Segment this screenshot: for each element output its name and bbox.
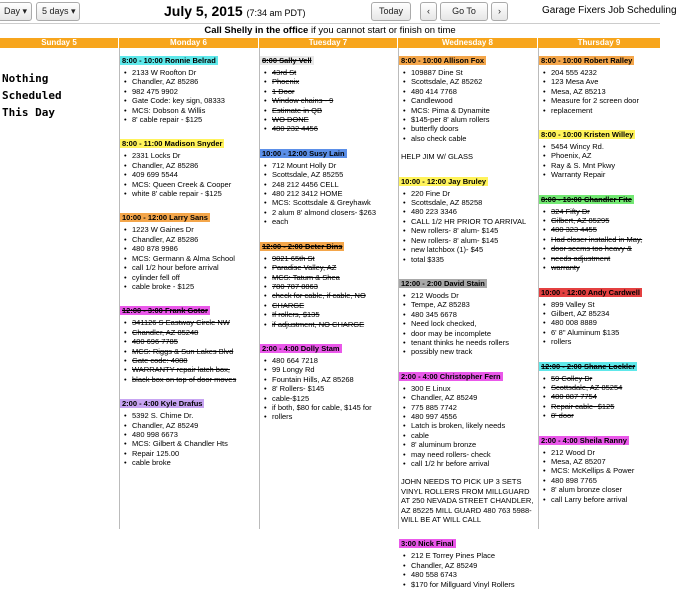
appointment-detail-line: • Paradise Valley, AZ (264, 263, 398, 272)
appointment-detail-line: • 5454 Wincy Rd. (543, 142, 660, 151)
appointment-detail-line: • Chandler, AZ 85248 (124, 328, 259, 337)
appointment-detail-line: • 409 699 5544 (124, 170, 259, 179)
notice-caller: Call Shelly in the office (204, 25, 309, 36)
appointment-detail-line: • 212 Wood Dr (543, 448, 660, 457)
appointment[interactable] (120, 133, 259, 198)
date-text: July 5, 2015 (164, 3, 243, 19)
appointment-detail-line: • Had closer installed in May, (543, 235, 660, 244)
day-header-wednesday[interactable]: Wednesday 8 (398, 38, 537, 48)
appointment-detail-line: • WARRANTY repair latch box, (124, 365, 259, 374)
appointment[interactable] (120, 50, 259, 124)
appointment-details (260, 356, 398, 422)
appointment-detail-line: • rollers (543, 337, 660, 346)
appointment-detail-line: • door seems too heavy & (543, 244, 660, 253)
appointment-detail-line: • Gate Code: key sign, 08333 (124, 96, 259, 105)
notice-banner (0, 24, 660, 38)
appointment-detail-line: • 480 345 6678 (403, 310, 538, 319)
appointment-detail-line: • Latch is broken, likely needs (403, 421, 538, 430)
empty-day-note (2, 70, 119, 121)
today-label: Today (378, 6, 404, 16)
appointment[interactable] (260, 338, 398, 422)
appointment-detail-line: • butterfly doors (403, 124, 538, 133)
appointment-detail-line: • Tempe, AZ 85283 (403, 300, 538, 309)
time-text: (7:34 am PDT) (246, 8, 306, 18)
appointment-detail-line: • needs adjustment (543, 254, 660, 263)
appointment-title[interactable]: 8:00 - 11:00 Madison Snyder (122, 139, 223, 149)
appointment-detail-line: • 480 232 4456 (264, 124, 398, 133)
appointment-detail-line: • possibly new track (403, 347, 538, 356)
appointment-detail-line: • 300 E Linux (403, 384, 538, 393)
calendar-note[interactable] (399, 477, 538, 524)
empty-day-line: Scheduled (2, 89, 62, 102)
appointment-detail-line: • Candlewood (403, 96, 538, 105)
appointment-detail-line: • Need lock checked, (403, 319, 538, 328)
appointment-details (120, 68, 259, 124)
calendar-note[interactable] (399, 152, 538, 161)
chevron-right-icon: › (498, 6, 501, 16)
appointment-detail-line: • 899 Valley St (543, 300, 660, 309)
appointment-detail-line: • 8' Rollers- $145 (264, 384, 398, 393)
note-text: JOHN NEEDS TO PICK UP 3 SETS VINYL ROLLERS FROM MILLGUARD AT 250 NEVADA STREET CHANDLER, AZ 85225 MILL GUARD 480 763 5988- WILL BE AT WILL CALL (401, 477, 534, 525)
day-header-monday[interactable]: Monday 6 (119, 38, 258, 48)
appointment-details (539, 448, 660, 504)
appointment-detail-line: • 8' door (543, 411, 660, 420)
appointment-detail-line: • 480 008 8889 (543, 318, 660, 327)
appointment-detail-line: • $145-per 8' alum rollers (403, 115, 538, 124)
appointment-detail-line: • if adjustment, NO CHARGE (264, 320, 398, 329)
day-column-monday[interactable] (119, 48, 259, 529)
appointment-detail-line: • cable broke (124, 458, 259, 467)
appointment-detail-line: • Chandler, AZ 85286 (124, 235, 259, 244)
appointment-detail-line: • 212 E Torrey Pines Place (403, 551, 538, 560)
appointment[interactable] (120, 300, 259, 384)
appointment-detail-line: • Estimate in QB (264, 106, 398, 115)
appointment-detail-line: • Repair 125.00 (124, 449, 259, 458)
appointment-detail-line: • 1 Door (264, 87, 398, 96)
appointment-detail-line: • 480 323 4455 (543, 225, 660, 234)
appointment-detail-line: • each (264, 217, 398, 226)
appointment-detail-line: • Scottsdale, AZ 85258 (403, 198, 538, 207)
appointment-details (399, 291, 538, 357)
appointment-detail-line: • rollers (264, 412, 398, 421)
appointment-detail-line: • 5392 S. Chime Dr. (124, 411, 259, 420)
appointment-detail-line: • 1223 W Gaines Dr (124, 225, 259, 234)
appointment[interactable] (539, 50, 660, 115)
appointment-detail-line: • warranty (543, 263, 660, 272)
appointment-detail-line: • 43rd St (264, 68, 398, 77)
notice-text: if you cannot start or finish on time (308, 25, 456, 36)
appointment-detail-line: • CALL 1/2 HR PRIOR TO ARRIVAL (403, 217, 538, 226)
appointment-detail-line: • Fountain Hills, AZ 85268 (264, 375, 398, 384)
appointment-detail-line: • Chandler, AZ 85249 (124, 421, 259, 430)
appointment-detail-line: • Chandler, AZ 85249 (403, 561, 538, 570)
day-column-thursday[interactable] (538, 48, 660, 529)
appointment-title[interactable]: 10:00 - 12:00 Susy Lain (262, 148, 345, 158)
next-button[interactable] (491, 2, 508, 21)
appointment[interactable] (539, 282, 660, 347)
appointment-detail-line: • MCS: Tatum & Shea (264, 273, 398, 282)
appointment-details (260, 254, 398, 329)
appointment-detail-line: • Repair cable- $125 (543, 402, 660, 411)
toolbar (0, 0, 677, 24)
appointment-detail-line: • total $335 (403, 255, 538, 264)
appointment-detail-line: • new latchbox (1)- $45 (403, 245, 538, 254)
appointment[interactable] (260, 50, 398, 134)
appointment-detail-line: • 123 Mesa Ave (543, 77, 660, 86)
appointment-detail-line: • 204 555 4232 (543, 68, 660, 77)
appointment-detail-line: • 480 664 7218 (264, 356, 398, 365)
appointment-detail-line: • Chandler, AZ 85249 (403, 393, 538, 402)
appointment-detail-line: • MCS: Riggs & Sun Lakes Blvd (124, 347, 259, 356)
prev-button[interactable] (420, 2, 437, 21)
appointment-detail-line: • if both, $80 for cable, $145 for (264, 403, 398, 412)
appointment-details (120, 318, 259, 384)
view-select[interactable] (0, 2, 32, 21)
appointment-detail-line: • 480 997 4556 (403, 412, 538, 421)
appointment[interactable] (120, 207, 259, 291)
appointment-detail-line: • Phoenix (264, 77, 398, 86)
appointment-detail-line: • 109887 Dine St (403, 68, 538, 77)
day-header-thursday[interactable]: Thursday 9 (538, 38, 660, 48)
appointment-detail-line: • MCS: Germann & Alma School (124, 254, 259, 263)
today-button[interactable] (371, 2, 411, 21)
appointment-detail-line: • MCS: Queen Creek & Cooper (124, 180, 259, 189)
chevron-left-icon: ‹ (427, 6, 430, 16)
appointment[interactable] (399, 273, 538, 357)
appointment-title[interactable]: 2:00 - 4:00 Sheila Ranny (541, 435, 627, 445)
appointment-detail-line: • $170 for Millguard Vinyl Rollers (403, 580, 538, 589)
empty-day-line: Nothing (2, 72, 49, 85)
appointment-detail-line: • 9821 65th St (264, 254, 398, 263)
app-title: Garage Fixers Job Scheduling (542, 5, 677, 16)
appointment-details (120, 151, 259, 198)
appointment-detail-line: • Window chains - 9 (264, 96, 398, 105)
appointment-title[interactable]: 8:00 - 10:00 Kristen Willey (541, 130, 634, 140)
day-column-wednesday[interactable] (398, 48, 538, 589)
day-column-tuesday[interactable] (259, 48, 398, 529)
appointment-detail-line: • 480 878 9986 (124, 244, 259, 253)
appointment-detail-line: • Gilbert, AZ 85295 (543, 216, 660, 225)
appointment-detail-line: • tenant thinks he needs rollers (403, 338, 538, 347)
appointment-detail-line: • Ray & S. Mnt Pkwy (543, 161, 660, 170)
appointment[interactable] (399, 533, 538, 589)
appointment-title[interactable]: 12:00 - 2:00 Shane Lockler (541, 361, 636, 371)
appointment-details (120, 411, 259, 467)
appointment-details (539, 68, 660, 115)
appointment-detail-line: • door may be incomplete (403, 329, 538, 338)
appointment-detail-line: • Chandler, AZ 85286 (124, 161, 259, 170)
appointment-detail-line: • 775 885 7742 (403, 403, 538, 412)
appointment-detail-line: • Chandler, AZ 85286 (124, 77, 259, 86)
appointment-detail-line: • CHARGE (264, 301, 398, 310)
appointment-title[interactable]: 2:00 - 4:00 Dolly Stam (262, 343, 340, 353)
appointment-detail-line: • 480 212 3412 HOME (264, 189, 398, 198)
appointment-detail-line: • 2331 Locks Dr (124, 151, 259, 160)
appointment-detail-line: • may need rollers- check (403, 450, 538, 459)
appointment-detail-line: • 480 898 7765 (543, 476, 660, 485)
appointment-title[interactable]: 10:00 - 12:00 Larry Sans (122, 213, 208, 223)
appointment-detail-line: • check for cable, if cable, NO (264, 291, 398, 300)
appointment-title[interactable]: 3:00 Nick Final (401, 539, 454, 549)
appointment-detail-line: • 8' cable repair - $125 (124, 115, 259, 124)
appointment-detail-line: • 780 787 8863 (264, 282, 398, 291)
appointment-detail-line: • 59 Colley Dr (543, 374, 660, 383)
go-to-button[interactable] (440, 2, 488, 21)
appointment[interactable] (399, 366, 538, 469)
appointment-detail-line: • 341126 S Eastway Circle NW (124, 318, 259, 327)
appointment-title[interactable]: 10:00 - 12:00 Andy Cardwell (541, 287, 640, 297)
day-header-sunday[interactable]: Sunday 5 (0, 38, 118, 48)
appointment-detail-line: • MCS: Pima & Dynamite (403, 106, 538, 115)
chevron-down-icon: ▾ (22, 6, 28, 16)
appointment-detail-line: • black box on top of door moves (124, 375, 259, 384)
appointment-detail-line: • WO DONE (264, 115, 398, 124)
appointment-detail-line: • New rollers- 8' alum- $145 (403, 226, 538, 235)
appointment-detail-line: • Scottsdale, AZ 85255 (264, 170, 398, 179)
appointment-detail-line: • If rollers, $135 (264, 310, 398, 319)
appointment-title[interactable]: 8:00 - 10:00 Ronnie Belrad (122, 56, 216, 65)
appointment[interactable] (260, 143, 398, 227)
appointment-detail-line: • 480 998 6673 (124, 430, 259, 439)
day-headers (0, 38, 660, 48)
appointment-title[interactable]: 8:00 - 10:00 Chandler Fite (541, 194, 632, 204)
appointment-detail-line: • 99 Longy Rd (264, 365, 398, 374)
appointment[interactable] (399, 50, 538, 143)
appointment-details (399, 384, 538, 469)
appointment-details (539, 374, 660, 421)
chevron-down-icon: ▾ (71, 6, 76, 16)
appointment-details (539, 142, 660, 180)
note-text: HELP JIM W/ GLASS (401, 152, 473, 162)
appointment[interactable] (399, 171, 538, 264)
appointment-detail-line: • 982 475 9902 (124, 87, 259, 96)
appointment-detail-line: • Mesa, AZ 85207 (543, 457, 660, 466)
appointment-detail-line: • call 1/2 hr before arrival (403, 459, 538, 468)
appointment-detail-line: • cable-$125 (264, 394, 398, 403)
calendar-grid (0, 48, 660, 589)
appointment-title[interactable]: 12:00 - 2:00 David Stain (401, 278, 485, 288)
appointment-detail-line: • cable (403, 431, 538, 440)
appointment-detail-line: • 712 Mount Holly Dr (264, 161, 398, 170)
appointment[interactable] (539, 189, 660, 273)
appointment[interactable] (539, 430, 660, 504)
appointment-detail-line: • Gate code: 4088 (124, 356, 259, 365)
appointment-title[interactable]: 10:00 - 12:00 Jay Bruley (401, 176, 487, 186)
appointment-detail-line: • 480 414 7768 (403, 87, 538, 96)
appointment-details (399, 68, 538, 143)
view-select-label: Day (4, 6, 21, 16)
appointment-detail-line: • New rollers- 8' alum- $145 (403, 236, 538, 245)
appointment-detail-line: • MCS: Dobson & Willis (124, 106, 259, 115)
appointment-detail-line: • Mesa, AZ 85213 (543, 87, 660, 96)
appointment-detail-line: • MCS: Gilbert & Chandler Hts (124, 439, 259, 448)
appointment-detail-line: • Gilbert, AZ 85234 (543, 309, 660, 318)
appointment[interactable] (260, 236, 398, 329)
appointment-details (539, 207, 660, 273)
appointment-detail-line: • 6' 8" Aluminum $135 (543, 328, 660, 337)
appointment-detail-line: • white 8' cable repair - $125 (124, 189, 259, 198)
appointment-detail-line: • 212 Woods Dr (403, 291, 538, 300)
appointment-detail-line: • 480 696 7785 (124, 337, 259, 346)
appointment-detail-line: • 480 558 6743 (403, 570, 538, 579)
appointment-detail-line: • 8' aluminum bronze (403, 440, 538, 449)
appointment-title[interactable]: 2:00 - 4:00 Christopher Fern (401, 371, 501, 381)
appointment-title[interactable]: 2:00 - 4:00 Kyle Drafus (122, 399, 203, 409)
empty-day-line: This Day (2, 106, 55, 119)
appointment-detail-line: • Phoenix, AZ (543, 151, 660, 160)
appointment-detail-line: • 2133 W Roofton Dr (124, 68, 259, 77)
days-select[interactable] (36, 2, 80, 21)
appointment-detail-line: • 220 Fine Dr (403, 189, 538, 198)
appointment-title[interactable]: 8:00 Sally Vell (262, 56, 312, 65)
appointment-detail-line: • Scottsdale, AZ 85262 (403, 77, 538, 86)
appointment-detail-line: • cylinder fell off (124, 273, 259, 282)
appointment-details (120, 225, 259, 291)
appointment-detail-line: • 324 Fifty Dr (543, 207, 660, 216)
days-select-label: 5 days (42, 6, 69, 16)
appointment-detail-line: • 480 223 3346 (403, 207, 538, 216)
appointment-detail-line: • Measure for 2 screen door (543, 96, 660, 105)
appointment-title[interactable]: 8:00 - 10:00 Allison Fox (401, 56, 485, 65)
appointment-detail-line: • 248 212 4456 CELL (264, 180, 398, 189)
appointment-details (260, 68, 398, 134)
appointment-detail-line: • 2 alum 8' almond closers- $263 (264, 208, 398, 217)
appointment-detail-line: • Warranty Repair (543, 170, 660, 179)
appointment-title[interactable]: 8:00 - 10:00 Robert Ralley (541, 56, 633, 65)
appointment[interactable] (120, 393, 259, 467)
go-to-label: Go To (452, 6, 476, 16)
appointment-detail-line: • 480 887 7754 (543, 392, 660, 401)
appointment-detail-line: • MCS: McKellips & Power (543, 466, 660, 475)
appointment-detail-line: • call 1/2 hour before arrival (124, 263, 259, 272)
appointment-title[interactable]: 12:00 - 3:00 Frank Gotor (122, 306, 208, 316)
appointment-details (399, 551, 538, 589)
appointment-detail-line: • cable broke - $125 (124, 282, 259, 291)
appointment-details (260, 161, 398, 227)
appointment-detail-line: • 8' alum bronze closer (543, 485, 660, 494)
appointment-detail-line: • call Larry before arrival (543, 495, 660, 504)
day-header-tuesday[interactable]: Tuesday 7 (259, 38, 397, 48)
appointment-details (399, 189, 538, 264)
appointment-detail-line: • also check cable (403, 134, 538, 143)
appointment-detail-line: • MCS: Scottsdale & Greyhawk (264, 198, 398, 207)
appointment-detail-line: • replacement (543, 106, 660, 115)
appointment-title[interactable]: 12:00 - 2:00 Deter Dins (262, 241, 343, 251)
appointment[interactable] (539, 356, 660, 421)
appointment[interactable] (539, 124, 660, 180)
current-date (164, 3, 306, 19)
day-column-sunday[interactable] (0, 48, 119, 529)
appointment-details (539, 300, 660, 347)
appointment-detail-line: • Scottsdale, AZ 85254 (543, 383, 660, 392)
